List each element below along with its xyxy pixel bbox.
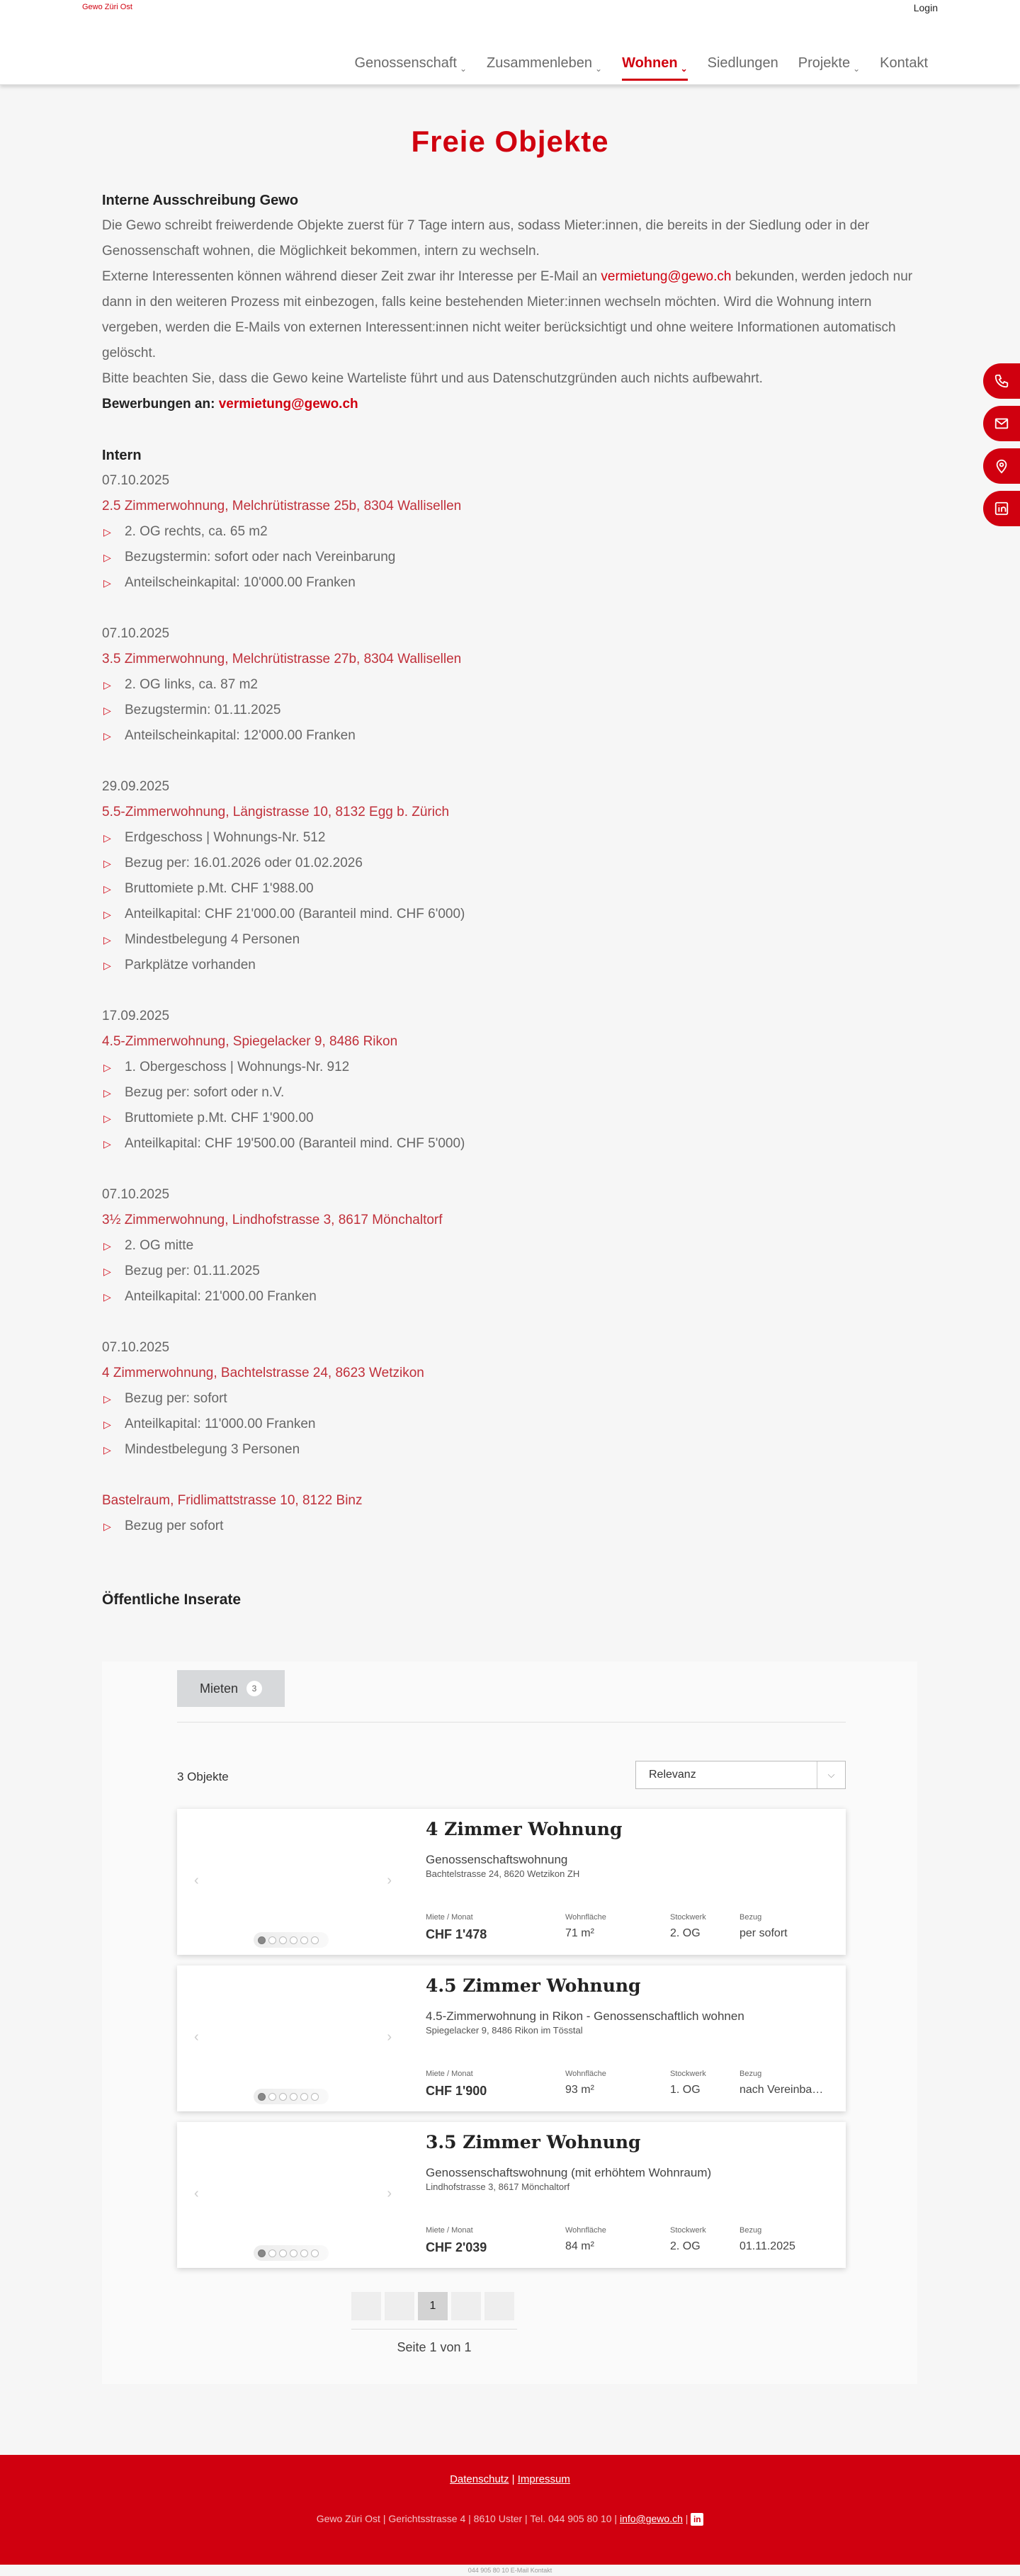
last-page-button[interactable] <box>484 2292 514 2320</box>
listing-title[interactable]: 3½ Zimmerwohnung, Lindhofstrasse 3, 8617 Mönchaltorf <box>102 1213 443 1227</box>
nav-item-kontakt[interactable]: Kontakt <box>880 55 928 71</box>
login-link[interactable]: Login <box>913 2 938 13</box>
listing <box>102 1004 917 1157</box>
intern-heading: Intern <box>102 448 142 463</box>
triangle-bullet-icon: ▷ <box>103 909 111 920</box>
triangle-bullet-icon: ▷ <box>103 1240 111 1252</box>
chevron-right-icon[interactable]: › <box>387 2029 392 2045</box>
next-page-button[interactable] <box>451 2292 481 2320</box>
triangle-bullet-icon: ▷ <box>103 934 111 946</box>
listing-date: 29.09.2025 <box>102 779 170 794</box>
bottom-strip: 044 905 80 10 E-Mail Kontakt <box>468 2567 552 2574</box>
nav-item-projekte[interactable]: Projekte ⌄ <box>798 55 861 74</box>
chevron-down-icon: ⌄ <box>459 64 468 74</box>
list-item: ▷ Parkplätze vorhanden <box>102 953 917 978</box>
phone-icon <box>994 373 1009 389</box>
triangle-bullet-icon: ▷ <box>103 1521 111 1532</box>
listing <box>102 621 917 749</box>
card-address: Spiegelacker 9, 8486 Rikon im Tösstal <box>426 2025 583 2036</box>
list-item: ▷ Anteilkapital: 21'000.00 Franken <box>102 1284 917 1310</box>
map-pin-icon <box>994 458 1009 474</box>
intro-heading: Interne Ausschreibung Gewo <box>102 193 299 208</box>
location-button[interactable] <box>983 448 1020 484</box>
public-listings-heading: Öffentliche Inserate <box>102 1591 242 1608</box>
list-item: ▷ 2. OG links, ca. 87 m2 <box>102 672 917 698</box>
chevron-right-icon[interactable]: › <box>387 2186 392 2201</box>
fact-move: Bezug 01.11.2025 <box>740 2226 795 2252</box>
chevron-down-icon: ⌄ <box>853 64 861 74</box>
listing-title[interactable]: 2.5 Zimmerwohnung, Melchrütistrasse 25b, 8304 Wallisellen <box>102 499 462 514</box>
listing-title[interactable]: Bastelraum, Fridlimattstrasse 10, 8122 Binz <box>102 1493 363 1508</box>
footer-links: Datenschutz | Impressum <box>450 2473 570 2485</box>
triangle-bullet-icon: ▷ <box>103 858 111 869</box>
page-button-current[interactable]: 1 <box>418 2292 448 2320</box>
fact-area: Wohnfläche 84 m² <box>565 2226 606 2252</box>
chevron-left-icon[interactable]: ‹ <box>194 2186 199 2201</box>
triangle-bullet-icon: ▷ <box>103 526 111 538</box>
image-carousel[interactable] <box>177 1965 409 2111</box>
listing-title[interactable]: 4 Zimmerwohnung, Bachtelstrasse 24, 8623 Wetzikon <box>102 1366 424 1380</box>
result-count: 3 Objekte <box>177 1770 229 1783</box>
list-item: ▷ Bezug per: 16.01.2026 oder 01.02.2026 <box>102 851 917 876</box>
apply-email-link[interactable]: vermietung@gewo.ch <box>218 397 358 412</box>
list-item: ▷ Bezug per sofort <box>102 1514 917 1539</box>
listing-date: 07.10.2025 <box>102 473 170 488</box>
pagination <box>351 2292 514 2320</box>
listing-details <box>102 825 917 978</box>
email-link[interactable]: vermietung@gewo.ch <box>601 269 732 284</box>
listing-details <box>102 1514 917 1539</box>
sort-select[interactable]: Relevanz ⌵ <box>635 1761 846 1789</box>
card-subtitle: Genossenschaftswohnung (mit erhöhtem Wohnraum) <box>426 2166 712 2179</box>
intro-paragraph-1: Die Gewo schreibt freiwerdende Objekte zuerst für 7 Tage intern aus, sodass Mieter:innen, die bereits in der Siedlung oder in der Genossenschaft wohnen, die Möglichkeit bekommen, intern zu wechseln. <box>102 218 870 259</box>
fact-floor: Stockwerk 2. OG <box>670 2226 706 2252</box>
list-item: ▷ 2. OG mitte <box>102 1233 917 1259</box>
pager-divider <box>351 2329 517 2330</box>
intro-paragraph-2: Externe Interessenten können während dieser Zeit zwar ihr Interesse per E-Mail an vermietung@gewo.ch bekunden, werden jedoch nur dann in den weiteren Prozess mit einbezogen, falls keine bestehenden Mieter:innen wechseln möchten. Wird die Wohnung intern vergeben, werden die E-Mails von externen Interessent:innen nicht weiter berücksichtigt und ohne weitere Informationen automatisch gelöscht. <box>102 269 913 361</box>
linkedin-icon <box>994 501 1009 516</box>
listing-title[interactable]: 4.5-Zimmerwohnung, Spiegelacker 9, 8486 Rikon <box>102 1034 398 1049</box>
footer-email-link[interactable]: info@gewo.ch <box>619 2513 683 2524</box>
triangle-bullet-icon: ▷ <box>103 679 111 691</box>
listings-widget <box>102 1662 917 2384</box>
chevron-left-icon[interactable]: ‹ <box>194 1873 199 1888</box>
triangle-bullet-icon: ▷ <box>103 1138 111 1150</box>
impressum-link[interactable]: Impressum <box>517 2473 570 2485</box>
page-title: Freie Objekte <box>411 125 609 158</box>
prev-page-button[interactable] <box>385 2292 414 2320</box>
listing-details <box>102 672 917 749</box>
triangle-bullet-icon: ▷ <box>103 1087 111 1099</box>
card-address: Bachtelstrasse 24, 8620 Wetzikon ZH <box>426 1868 580 1879</box>
card-address: Lindhofstrasse 3, 8617 Mönchaltorf <box>426 2181 570 2192</box>
mail-button[interactable] <box>983 406 1020 441</box>
linkedin-icon[interactable]: in <box>691 2513 703 2526</box>
mail-icon <box>994 416 1009 431</box>
triangle-bullet-icon: ▷ <box>103 705 111 716</box>
card-subtitle: Genossenschaftswohnung <box>426 1853 568 1866</box>
fact-move: Bezug nach Vereinba… <box>740 2070 824 2096</box>
tab-mieten[interactable]: Mieten 3 <box>177 1670 285 1707</box>
triangle-bullet-icon: ▷ <box>103 1266 111 1277</box>
triangle-bullet-icon: ▷ <box>103 552 111 563</box>
tab-count-badge: 3 <box>246 1681 262 1696</box>
chevron-down-icon: ⌄ <box>680 64 688 74</box>
carousel-dots <box>254 2089 329 2104</box>
list-item: ▷ Bezug per: sofort <box>102 1386 917 1412</box>
chevron-right-icon[interactable]: › <box>387 1873 392 1888</box>
triangle-bullet-icon: ▷ <box>103 832 111 844</box>
fact-rent: Miete / Monat CHF 1'478 <box>426 1913 487 1941</box>
list-item: ▷ Anteilscheinkapital: 10'000.00 Franken <box>102 570 917 596</box>
fact-area: Wohnfläche 71 m² <box>565 1913 606 1939</box>
fact-rent: Miete / Monat CHF 2'039 <box>426 2226 487 2254</box>
list-item: ▷ 1. Obergeschoss | Wohnungs-Nr. 912 <box>102 1055 917 1080</box>
fact-floor: Stockwerk 2. OG <box>670 1913 706 1939</box>
list-item: ▷ Anteilkapital: 11'000.00 Franken <box>102 1412 917 1437</box>
list-item: ▷ Bruttomiete p.Mt. CHF 1'988.00 <box>102 876 917 902</box>
triangle-bullet-icon: ▷ <box>103 883 111 895</box>
listing-title[interactable]: 5.5-Zimmerwohnung, Längistrasse 10, 8132 Egg b. Zürich <box>102 805 450 819</box>
chevron-left-icon[interactable]: ‹ <box>194 2029 199 2045</box>
chevron-down-icon: ⌵ <box>817 1761 845 1788</box>
fact-floor: Stockwerk 1. OG <box>670 2070 706 2096</box>
card-title[interactable]: 3.5 Zimmer Wohnung <box>426 2132 641 2152</box>
triangle-bullet-icon: ▷ <box>103 1291 111 1303</box>
main-content <box>102 188 917 1539</box>
card-title[interactable]: 4.5 Zimmer Wohnung <box>426 1975 641 1996</box>
list-item: ▷ Bezug per: 01.11.2025 <box>102 1259 917 1284</box>
nav-item-genossenschaft[interactable]: Genossenschaft ⌄ <box>354 55 468 74</box>
listing <box>102 774 917 978</box>
carousel-dots <box>254 2245 329 2261</box>
carousel-dots <box>254 1932 329 1948</box>
listing-details <box>102 1386 917 1463</box>
triangle-bullet-icon: ▷ <box>103 960 111 971</box>
listing <box>102 1182 917 1310</box>
triangle-bullet-icon: ▷ <box>103 1062 111 1073</box>
list-item: ▷ 2. OG rechts, ca. 65 m2 <box>102 519 917 545</box>
list-item: ▷ Anteilkapital: CHF 21'000.00 (Baranteil mind. CHF 6'000) <box>102 902 917 927</box>
chevron-down-icon: ⌄ <box>595 64 603 74</box>
listing <box>102 1488 917 1539</box>
intro-paragraph-3: Bitte beachten Sie, dass die Gewo keine Warteliste führt und aus Datenschutzgründen auch nichts aufbewahrt. <box>102 371 763 386</box>
list-item: ▷ Erdgeschoss | Wohnungs-Nr. 512 <box>102 825 917 851</box>
listing-details <box>102 519 917 596</box>
linkedin-button[interactable] <box>983 491 1020 526</box>
site-header <box>0 0 1020 85</box>
nav-item-zusammenleben[interactable]: Zusammenleben ⌄ <box>487 55 603 74</box>
triangle-bullet-icon: ▷ <box>103 730 111 742</box>
listing <box>102 1335 917 1463</box>
tab-bar <box>177 1670 846 1723</box>
site-footer <box>0 2455 1020 2565</box>
listing-date: 07.10.2025 <box>102 626 170 641</box>
nav-item-wohnen[interactable]: Wohnen ⌄ <box>612 55 698 81</box>
floating-contact-buttons <box>983 363 1020 526</box>
listing-date: 07.10.2025 <box>102 1340 170 1355</box>
image-carousel[interactable] <box>177 1809 409 1955</box>
fact-move: Bezug per sofort <box>740 1913 788 1939</box>
triangle-bullet-icon: ▷ <box>103 1113 111 1124</box>
main-nav <box>344 55 938 81</box>
list-item: ▷ Bezugstermin: sofort oder nach Vereinbarung <box>102 545 917 570</box>
listing-details <box>102 1233 917 1310</box>
first-page-button[interactable] <box>351 2292 381 2320</box>
listings <box>102 468 917 1539</box>
listing-details <box>102 1055 917 1157</box>
triangle-bullet-icon: ▷ <box>103 1419 111 1430</box>
list-item: ▷ Bezug per: sofort oder n.V. <box>102 1080 917 1106</box>
listing-date: 07.10.2025 <box>102 1187 170 1202</box>
fact-area: Wohnfläche 93 m² <box>565 2070 606 2096</box>
list-item: ▷ Anteilscheinkapital: 12'000.00 Franken <box>102 723 917 749</box>
listing <box>102 468 917 596</box>
listing-card[interactable] <box>177 2122 846 2268</box>
triangle-bullet-icon: ▷ <box>103 1444 111 1456</box>
listing-title[interactable]: 3.5 Zimmerwohnung, Melchrütistrasse 27b, 8304 Wallisellen <box>102 652 462 666</box>
apply-line: Bewerbungen an: vermietung@gewo.ch <box>102 397 358 412</box>
triangle-bullet-icon: ▷ <box>103 1393 111 1405</box>
list-item: ▷ Mindestbelegung 3 Personen <box>102 1437 917 1463</box>
list-item: ▷ Bezugstermin: 01.11.2025 <box>102 698 917 723</box>
list-item: ▷ Anteilkapital: CHF 19'500.00 (Baranteil mind. CHF 5'000) <box>102 1131 917 1157</box>
brand-logo[interactable]: Gewo Züri Ost <box>82 3 132 11</box>
listing-date: 17.09.2025 <box>102 1009 170 1023</box>
listing-card[interactable] <box>177 1965 846 2111</box>
phone-button[interactable] <box>983 363 1020 399</box>
footer-contact-info: Gewo Züri Ost | Gerichtsstrasse 4 | 8610 Uster | Tel. 044 905 80 10 | info@gewo.ch | in <box>0 2513 1020 2526</box>
datenschutz-link[interactable]: Datenschutz <box>450 2473 509 2485</box>
list-item: ▷ Mindestbelegung 4 Personen <box>102 927 917 953</box>
card-subtitle: 4.5-Zimmerwohnung in Rikon - Genossenschaftlich wohnen <box>426 2009 744 2023</box>
card-title[interactable]: 4 Zimmer Wohnung <box>426 1819 623 1839</box>
triangle-bullet-icon: ▷ <box>103 577 111 589</box>
fact-rent: Miete / Monat CHF 1'900 <box>426 2070 487 2098</box>
page-info: Seite 1 von 1 <box>397 2340 472 2354</box>
nav-item-siedlungen[interactable]: Siedlungen <box>707 55 778 71</box>
list-item: ▷ Bruttomiete p.Mt. CHF 1'900.00 <box>102 1106 917 1131</box>
listing-card[interactable] <box>177 1809 846 1955</box>
image-carousel[interactable] <box>177 2122 409 2268</box>
